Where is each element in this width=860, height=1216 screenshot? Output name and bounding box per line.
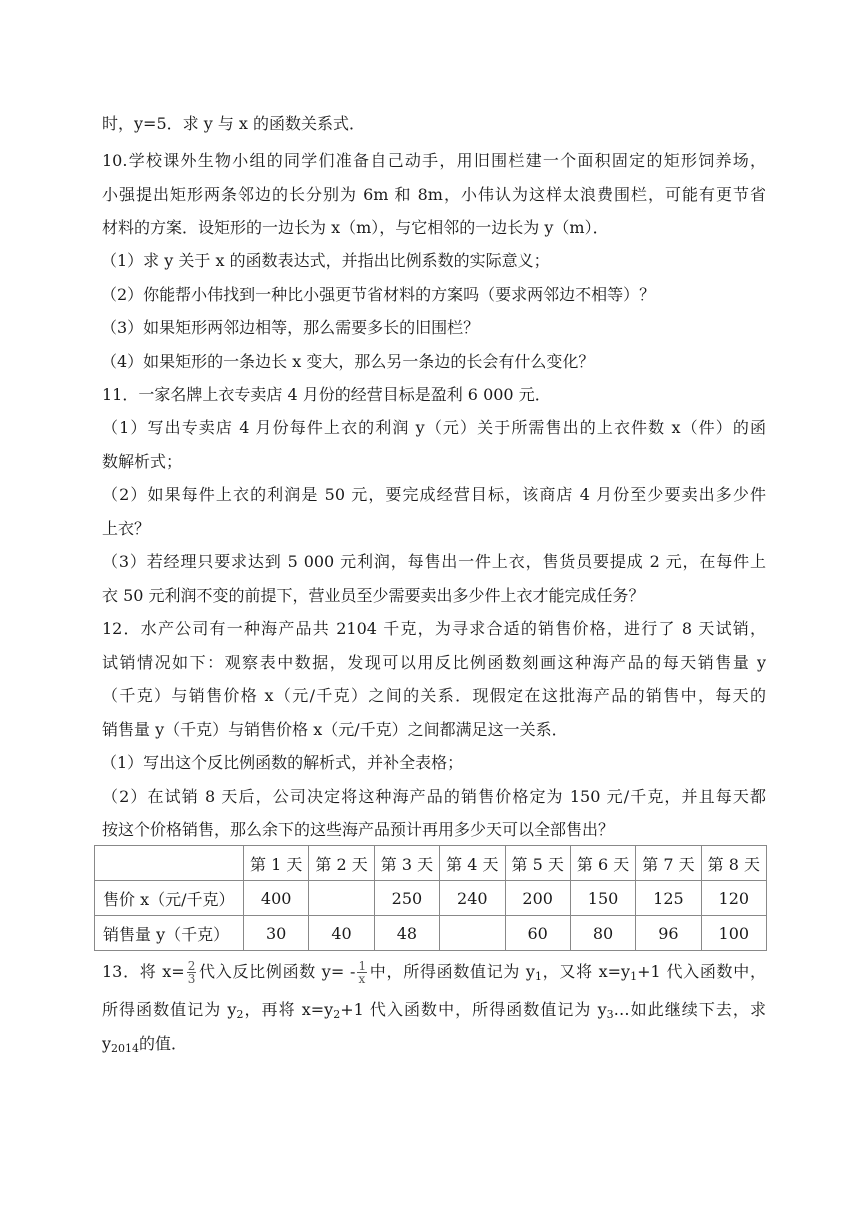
- q13-text: 中，所得函数值记为 y: [369, 962, 535, 981]
- table-cell: 200: [505, 881, 570, 916]
- q13-text: +1 代入函数中，: [637, 962, 766, 981]
- subscript: 3: [606, 1008, 614, 1021]
- text-line: 材料的方案．设矩形的一边长为 x（m），与它相邻的一边长为 y（m）．: [102, 218, 609, 237]
- fraction-numerator: 2: [187, 959, 196, 973]
- row-label: 售价 x（元/千克）: [95, 881, 244, 916]
- text-line: [102, 1034, 860, 1059]
- row-label: 销售量 y（千克）: [95, 916, 244, 951]
- q13-text: ，又将 x=y: [541, 962, 631, 981]
- text-line: 衣 50 元利润不变的前提下，营业员至少需要卖出多少件上衣才能完成任务？: [102, 586, 645, 605]
- sales-table: [94, 845, 767, 951]
- table-cell: 120: [701, 881, 766, 916]
- text-line: （1）求 y 关于 x 的函数表达式，并指出比例系数的实际意义；: [101, 251, 550, 270]
- table-cell: 96: [636, 916, 701, 951]
- fraction-denominator: 3: [187, 972, 196, 986]
- table-header-cell: 第 2 天: [309, 846, 374, 881]
- question-13-title: [102, 960, 766, 984]
- fraction-one-over-x: [357, 960, 367, 985]
- fraction-numerator: 1: [358, 959, 367, 973]
- table-header-cell: 第 7 天: [636, 846, 701, 881]
- table-cell: 250: [374, 881, 439, 916]
- subscript: 1: [534, 970, 542, 983]
- table-cell: [95, 846, 244, 881]
- text-line: （2）在试销 8 天后，公司决定将这种海产品的销售价格定为 150 元/千克，并且每天都: [102, 787, 766, 806]
- text-line: 时，y=5．求 y 与 x 的函数关系式．: [102, 114, 366, 133]
- table-cell: 30: [244, 916, 309, 951]
- q13-text: …如此继续下去，求: [613, 1000, 766, 1019]
- table-header-cell: 第 4 天: [440, 846, 505, 881]
- table-cell: 125: [636, 881, 701, 916]
- q13-text: 代入反比例函数 y= -: [198, 962, 356, 981]
- question-12-title: 12．水产公司有一种海产品共 2104 千克，为寻求合适的销售价格，进行了 8 天试销，: [102, 619, 766, 638]
- text-line: 按这个价格销售，那么余下的这些海产品预计再用多少天可以全部售出？: [102, 820, 615, 839]
- text-line: （3）如果矩形两邻边相等，那么需要多长的旧围栏？: [101, 318, 480, 337]
- subscript: 1: [630, 970, 638, 983]
- q13-text: 13．将 x=: [102, 962, 185, 981]
- fraction-denominator: x: [358, 972, 366, 986]
- text-line: （4）如果矩形的一条边长 x 变大，那么另一条边的长会有什么变化？: [101, 352, 595, 371]
- table-row: [95, 881, 767, 916]
- q13-text: 的值．: [139, 1034, 188, 1053]
- text-line: （1）写出这个反比例函数的解析式，并补全表格；: [101, 753, 464, 772]
- text-line: （2）你能帮小伟找到一种比小强更节省材料的方案吗（要求两邻边不相等）？: [101, 285, 656, 304]
- text-line: 小强提出矩形两条邻边的长分别为 6m 和 8m，小伟认为这样太浪费围栏，可能有更节省: [102, 185, 766, 204]
- table-cell: 150: [570, 881, 635, 916]
- table-cell: 240: [440, 881, 505, 916]
- text-line: 试销情况如下：观察表中数据，发现可以用反比例函数刻画这种海产品的每天销售量 y: [102, 653, 766, 672]
- table-cell: 80: [570, 916, 635, 951]
- table-cell: 60: [505, 916, 570, 951]
- q13-text: ，再将 x=y: [243, 1000, 334, 1019]
- table-header-cell: 第 5 天: [505, 846, 570, 881]
- text-line: 上衣？: [102, 519, 151, 538]
- table-cell: 40: [309, 916, 374, 951]
- q13-text: y: [102, 1034, 112, 1053]
- table-header-cell: 第 1 天: [244, 846, 309, 881]
- subscript: 2014: [111, 1042, 140, 1055]
- table-header-cell: 第 3 天: [374, 846, 439, 881]
- q13-text: 所得函数值记为 y: [102, 1000, 237, 1019]
- table-row: [95, 916, 767, 951]
- text-line: （千克）与销售价格 x（元/千克）之间的关系．现假定在这批海产品的销售中，每天的: [102, 686, 766, 705]
- text-line: （3）若经理只要求达到 5 000 元利润，每售出一件上衣，售货员要提成 2 元，在每件上: [102, 552, 766, 571]
- table-cell: [309, 881, 374, 916]
- table-header-cell: 第 6 天: [570, 846, 635, 881]
- subscript: 2: [236, 1008, 244, 1021]
- text-line: 数解析式；: [102, 452, 183, 471]
- fraction-two-thirds: [187, 960, 197, 985]
- text-line: 销售量 y（千克）与销售价格 x（元/千克）之间都满足这一关系．: [102, 720, 568, 739]
- question-10-title: 10.学校课外生物小组的同学们准备自己动手，用旧围栏建一个面积固定的矩形饲养场，: [102, 151, 766, 170]
- q13-text: +1 代入函数中，所得函数值记为 y: [340, 1000, 607, 1019]
- question-11-title: 11．一家名牌上衣专卖店 4 月份的经营目标是盈利 6 000 元．: [102, 385, 551, 404]
- table-cell: 400: [244, 881, 309, 916]
- table-cell: 100: [701, 916, 766, 951]
- table-cell: [440, 916, 505, 951]
- text-line: （1）写出专卖店 4 月份每件上衣的利润 y（元）关于所需售出的上衣件数 x（件）的函: [102, 418, 766, 437]
- table-header-row: [95, 846, 767, 881]
- table-cell: 48: [374, 916, 439, 951]
- subscript: 2: [333, 1008, 341, 1021]
- text-line: （2）如果每件上衣的利润是 50 元，要完成经营目标，该商店 4 月份至少要卖出多少件: [102, 485, 766, 504]
- table-header-cell: 第 8 天: [701, 846, 766, 881]
- text-line: [102, 1000, 766, 1025]
